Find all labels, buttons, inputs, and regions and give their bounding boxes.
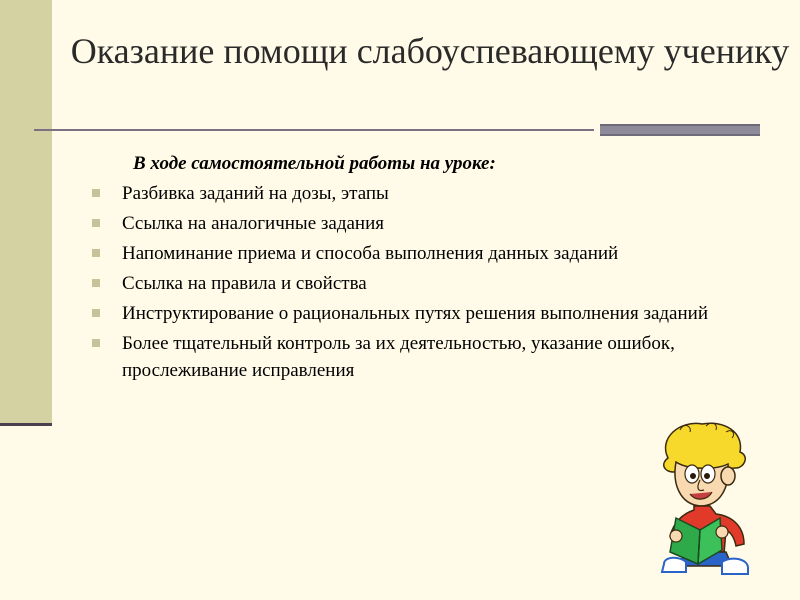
slide-title: Оказание помощи слабоуспевающему ученику [70, 31, 790, 71]
bullet-text: Напоминание приема и способа выполнения данных заданий [122, 243, 619, 264]
slide-subtitle: В ходе самостоятельной работы на уроке: [133, 153, 496, 174]
left-bar-underline [0, 423, 52, 426]
bullet-item [92, 300, 752, 327]
title-divider [34, 129, 594, 131]
square-bullet-icon [92, 249, 100, 257]
square-bullet-icon [92, 279, 100, 287]
bullet-text: Инструктирование о рациональных путях решения выполнения заданий [122, 303, 708, 324]
bullet-item [92, 330, 752, 384]
bullet-list [92, 180, 752, 387]
bullet-text: Более тщательный контроль за их деятельностью, указание ошибок, прослеживание исправления [122, 333, 675, 381]
square-bullet-icon [92, 219, 100, 227]
bullet-item [92, 180, 752, 207]
title-divider-block [600, 124, 760, 136]
square-bullet-icon [92, 339, 100, 347]
square-bullet-icon [92, 309, 100, 317]
bullet-item [92, 210, 752, 237]
bullet-text: Ссылка на правила и свойства [122, 273, 367, 294]
square-bullet-icon [92, 189, 100, 197]
bullet-item [92, 240, 752, 267]
left-decorative-bar [0, 0, 52, 425]
bullet-text: Разбивка заданий на дозы, этапы [122, 183, 389, 204]
reading-boy-illustration [640, 418, 760, 578]
bullet-text: Ссылка на аналогичные задания [122, 213, 384, 234]
bullet-item [92, 270, 752, 297]
